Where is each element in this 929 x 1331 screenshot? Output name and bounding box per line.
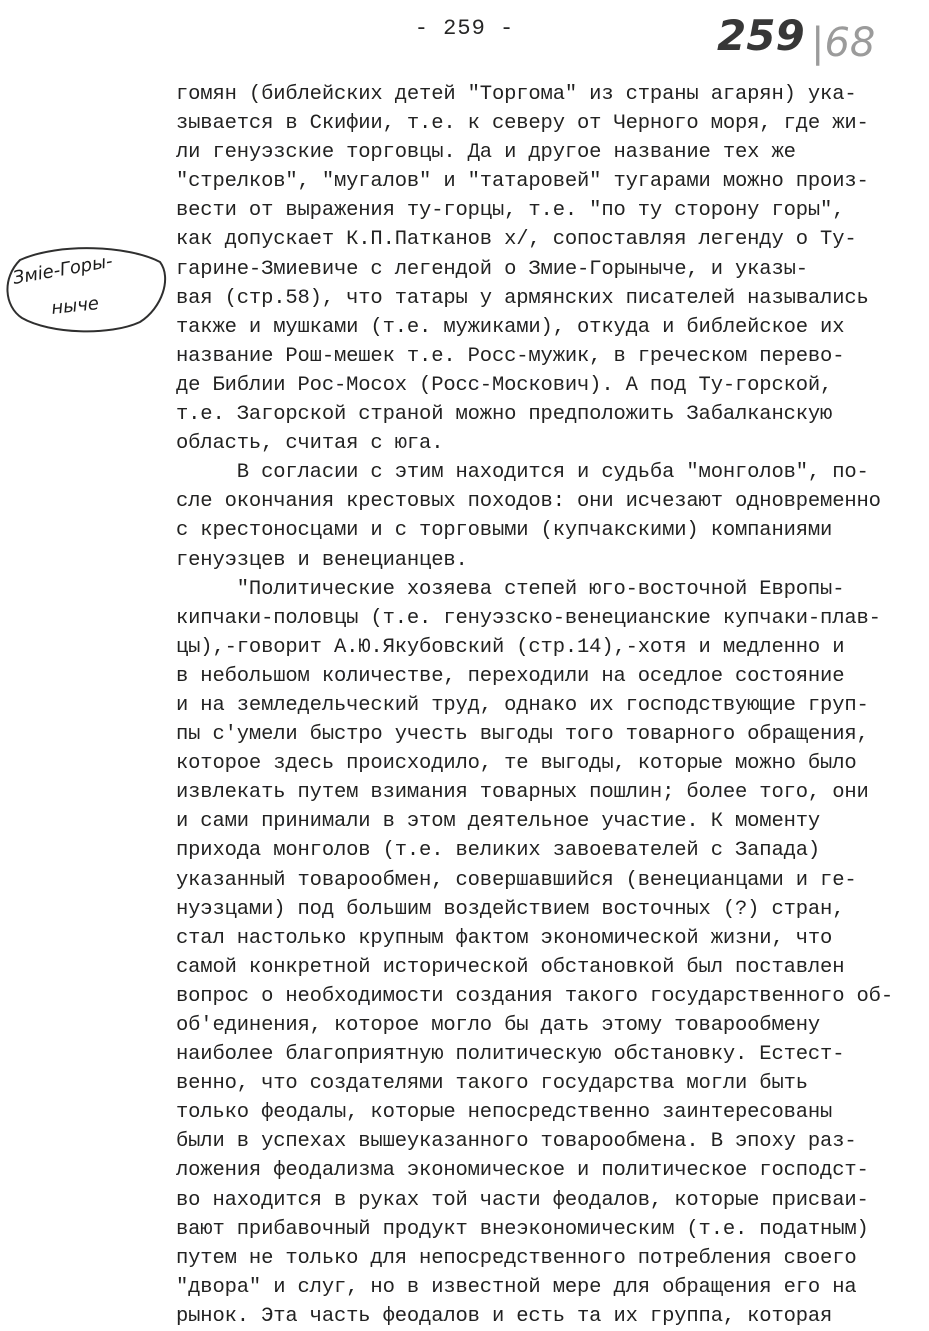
text-line: об'единения, которое могло бы дать этому товарообмену — [176, 1014, 821, 1037]
text-line: указанный товарообмен, совершавшийся (венецианцами и ге- — [176, 868, 857, 892]
text-line: и сами принимали в этом деятельное участие. К моменту — [176, 810, 821, 834]
text-line: венно, что создателями такого государства могли быть — [176, 1072, 808, 1096]
text-line: вают прибавочный продукт внеэкономическим (т.е. податным) — [176, 1217, 869, 1241]
text-line: которое здесь происходило, те выгоды, которые можно было — [176, 752, 857, 776]
text-line: как допускает К.П.Патканов х/, сопоставляя легенду о Ту- — [176, 228, 857, 252]
typewritten-body — [176, 80, 926, 1331]
paragraph-3 — [176, 575, 926, 1331]
text-line: пы с'умели быстро учесть выгоды того товарного обращения, — [176, 723, 869, 747]
text-line: вести от выражения ту-горцы, т.е. "по ту сторону горы", — [176, 199, 845, 223]
text-line: стал настолько крупным фактом экономической жизни, что — [176, 926, 833, 950]
svg-text:ныче: ныче — [50, 293, 100, 319]
text-line: вопрос о необходимости создания такого государственного об- — [176, 984, 893, 1008]
text-line: извлекать путем взимания товарных пошлин; более того, они — [176, 781, 869, 805]
paragraph-2 — [176, 458, 926, 574]
text-line: гомян (библейских детей "Торгома" из страны агарян) ука- — [176, 83, 857, 106]
text-line: "Политические хозяева степей юго-восточной Европы- — [176, 577, 845, 601]
text-line: в небольшом количестве, переходили на оседлое состояние — [176, 664, 845, 688]
text-line: прихода монголов (т.е. великих завоевателей с Запада) — [176, 839, 821, 863]
svg-text:Змiе-Горы-: Змiе-Горы- — [11, 250, 115, 289]
text-line: путем не только для непосредственного потребления своего — [176, 1246, 857, 1270]
text-line: ли генуэзские торговцы. Да и другое название тех же — [176, 141, 796, 165]
page-number: - 259 - — [414, 16, 515, 41]
text-line: рынок. Эта часть феодалов и есть та их группа, которая — [176, 1304, 833, 1328]
text-line: "двора" и слуг, но в известной мере для обращения его на — [176, 1275, 857, 1299]
text-line: во находится в руках той части феодалов, которые присваи- — [176, 1188, 869, 1212]
text-line: только феодалы, которые непосредственно заинтересованы — [176, 1101, 833, 1125]
text-line: с крестоносцами и с торговыми (купчакскими) компаниями — [176, 519, 833, 543]
svg-text:|68: |68 — [811, 20, 876, 66]
text-line: и на земледельческий труд, однако их господствующие груп- — [176, 693, 869, 717]
text-line: область, считая с юга. — [176, 432, 444, 456]
text-line: де Библии Рос-Мосох (Росс-Москович). А под Ту-горской, — [176, 373, 833, 397]
text-line: зывается в Скифии, т.е. к северу от Черного моря, где жи- — [176, 112, 869, 136]
text-line: были в успехах вышеуказанного товарообмена. В эпоху раз- — [176, 1130, 857, 1154]
text-line: гарине-Змиевиче с легендой о Змие-Горыныче, и указы- — [176, 257, 808, 281]
text-line: ложения феодализма экономическое и политическое господст- — [176, 1159, 869, 1183]
text-line: также и мушками (т.е. мужиками), откуда и библейское их — [176, 315, 845, 339]
text-line: вая (стр.58), что татары у армянских писателей назывались — [176, 286, 869, 310]
text-line: В согласии с этим находится и судьба "монголов", по- — [176, 461, 869, 485]
text-line: кипчаки-половцы (т.е. генуэзско-венецианские купчаки-плав- — [176, 606, 881, 630]
text-line: самой конкретной исторической обстановкой был поставлен — [176, 955, 845, 979]
paragraph-1 — [176, 80, 926, 458]
text-line: "стрелков", "мугалов" и "татаровей" тугарами можно произ- — [176, 170, 869, 194]
text-line: цы),-говорит А.Ю.Якубовский (стр.14),-хотя и медленно и — [176, 635, 845, 659]
text-line: сле окончания крестовых походов: они исчезают одновременно — [176, 490, 881, 514]
text-line: наиболее благоприятную политическую обстановку. Естест- — [176, 1043, 845, 1067]
text-line: название Рош-мешек т.е. Росс-мужик, в греческом перево- — [176, 344, 845, 368]
text-line: генуэзцев и венецианцев. — [176, 548, 468, 572]
text-line: нуэзцами) под большим воздействием восточных (?) стран, — [176, 897, 845, 921]
svg-text:259: 259 — [717, 11, 805, 60]
text-line: т.е. Загорской страной можно предположить Забалканскую — [176, 403, 833, 427]
margin-note — [0, 238, 172, 338]
handwritten-page-number — [715, 4, 895, 68]
